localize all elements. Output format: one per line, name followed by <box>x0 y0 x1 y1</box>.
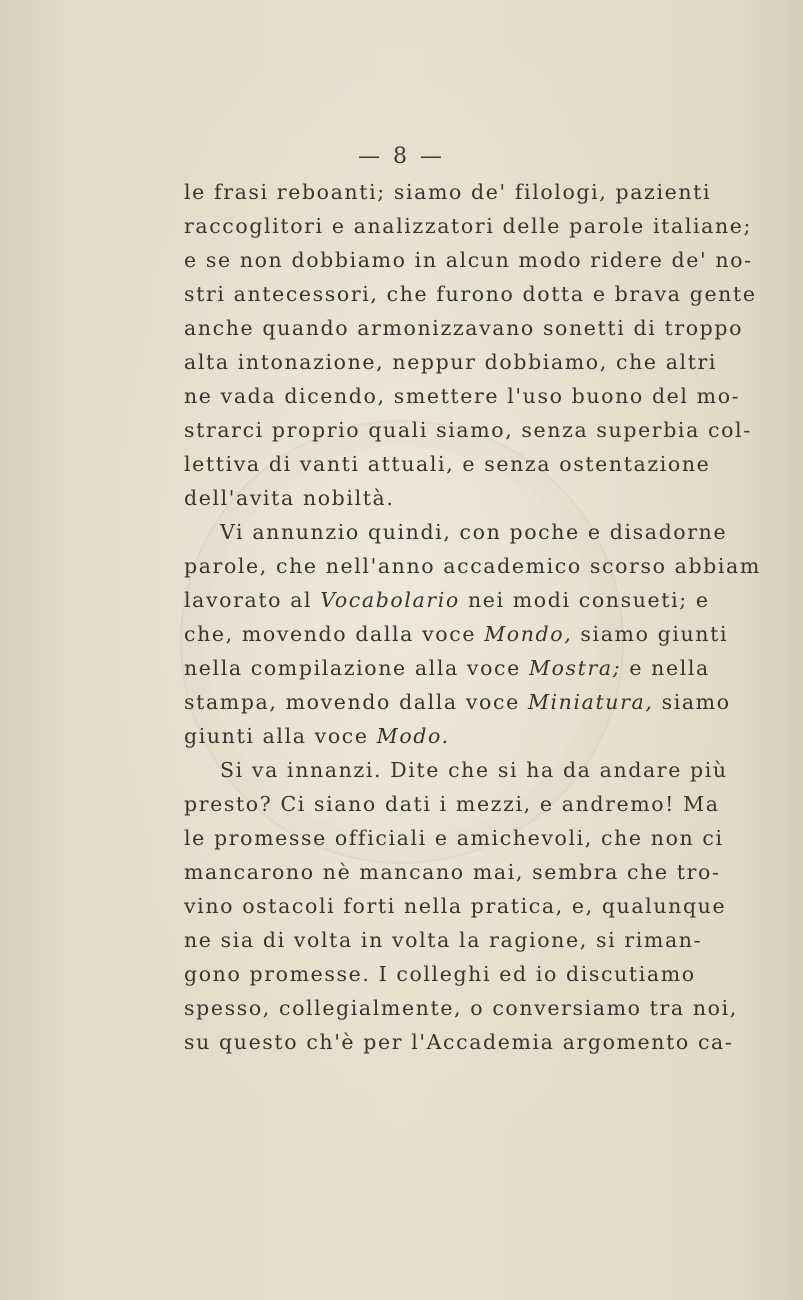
text-line: dell'avita nobiltà. <box>184 486 395 510</box>
text-line <box>184 720 672 752</box>
text-line: le frasi reboanti; siamo de' filologi, pazienti <box>184 180 712 204</box>
text-line: mancarono nè mancano mai, sembra che tro- <box>184 860 721 884</box>
text-line: le promesse officiali e amichevoli, che non ci <box>184 826 724 850</box>
italic-term-vocabolario: Vocabolario <box>320 588 460 612</box>
text-segment: e nella <box>621 656 710 680</box>
text-line: ne sia di volta in volta la ragione, si riman- <box>184 928 703 952</box>
italic-term-modo: Modo. <box>376 724 450 748</box>
text-line: presto? Ci siano dati i mezzi, e andremo! Ma <box>184 792 720 816</box>
text-line: strarci proprio quali siamo, senza superbia col- <box>184 418 752 442</box>
text-line: alta intonazione, neppur dobbiamo, che altri <box>184 350 718 374</box>
text-segment: giunti alla voce <box>184 724 377 748</box>
italic-term-miniatura: Miniatura, <box>527 690 654 714</box>
paragraph-start-line: Vi annunzio quindi, con poche e disadorne <box>220 520 728 544</box>
text-line: gono promesse. I colleghi ed io discutiamo <box>184 962 696 986</box>
page-number: — 8 — <box>358 144 445 169</box>
text-line <box>184 686 731 718</box>
text-line: su questo ch'è per l'Accademia argomento ca- <box>184 1030 734 1054</box>
text-segment: nella compilazione alla voce <box>184 656 529 680</box>
paragraph-start-line: Si va innanzi. Dite che si ha da andare più <box>220 758 728 782</box>
italic-term-mondo: Mondo, <box>484 622 573 646</box>
text-segment: siamo giunti <box>572 622 729 646</box>
text-line: stri antecessori, che furono dotta e brava gente <box>184 282 757 306</box>
text-line <box>184 584 710 616</box>
text-line: e se non dobbiamo in alcun modo ridere de' no- <box>184 248 753 272</box>
text-line: vino ostacoli forti nella pratica, e, qualunque <box>184 894 727 918</box>
text-line: raccoglitori e analizzatori delle parole italiane; <box>184 214 752 238</box>
text-segment: che, movendo dalla voce <box>184 622 485 646</box>
text-line: parole, che nell'anno accademico scorso abbiam <box>184 554 761 578</box>
italic-term-mostra: Mostra; <box>528 656 622 680</box>
text-line: ne vada dicendo, smettere l'uso buono del mo- <box>184 384 741 408</box>
text-segment: lavorato al <box>184 588 321 612</box>
text-line <box>184 652 710 684</box>
text-line: anche quando armonizzavano sonetti di troppo <box>184 316 744 340</box>
text-segment: nei modi consueti; e <box>459 588 710 612</box>
text-line: lettiva di vanti attuali, e senza ostentazione <box>184 452 711 476</box>
text-line <box>184 618 729 650</box>
text-segment: stampa, movendo dalla voce <box>184 690 528 714</box>
text-line: spesso, collegialmente, o conversiamo tra noi, <box>184 996 738 1020</box>
text-segment: siamo <box>653 690 731 714</box>
